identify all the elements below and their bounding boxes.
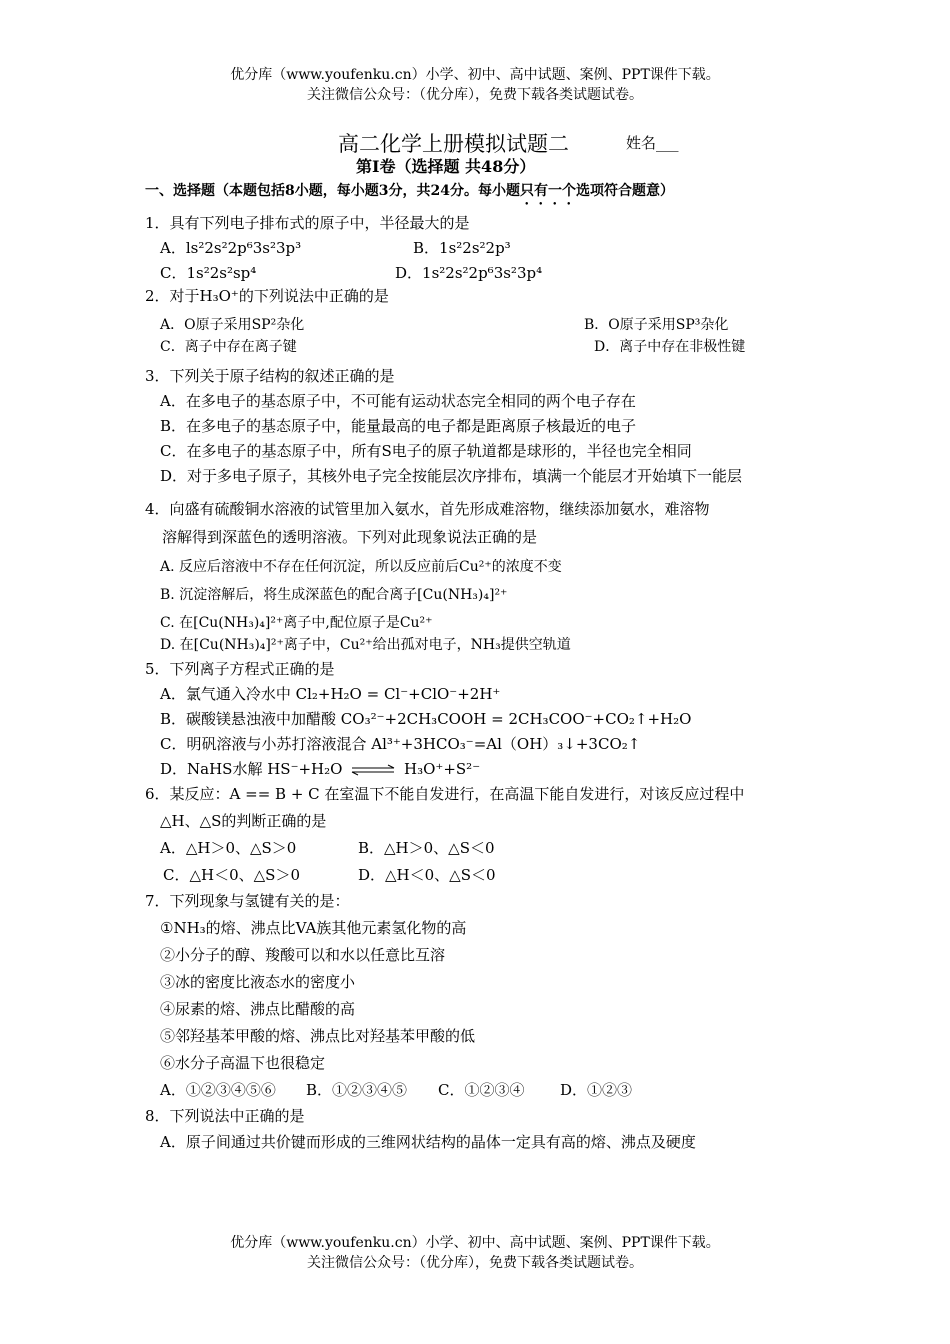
- q6-option-b: B．△H＞0、△S＜0: [358, 839, 495, 857]
- q6-stem-line-2: △H、△S的判断正确的是: [160, 812, 327, 830]
- q3-option-a: A．在多电子的基态原子中，不可能有运动状态完全相同的两个电子存在: [160, 392, 636, 410]
- q6-option-d: D．△H＜0、△S＜0: [358, 866, 496, 884]
- q2-option-a: A．O原子采用SP²杂化: [160, 317, 305, 333]
- q6-option-c: C．△H＜0、△S＞0: [163, 866, 300, 884]
- q4-option-b: B. 沉淀溶解后，将生成深蓝色的配合离子[Cu(NH₃)₄]²⁺: [160, 587, 508, 603]
- q7-item-6: ⑥水分子高温下也很稳定: [160, 1054, 326, 1072]
- q4-option-a: A. 反应后溶液中不存在任何沉淀，所以反应前后Cu²⁺的浓度不变: [160, 559, 562, 575]
- q7-item-5: ⑤邻羟基苯甲酸的熔、沸点比对羟基苯甲酸的低: [160, 1027, 476, 1045]
- q2-option-c: C．离子中存在离子键: [160, 339, 297, 355]
- q5-option-b: B．碳酸镁悬浊液中加醋酸 CO₃²⁻+2CH₃COOH = 2CH₃COO⁻+CO₂↑+H₂O: [160, 710, 692, 728]
- header-line-1: 优分库（www.youfenku.cn）小学、初中、高中试题、案例、PPT课件下载。: [230, 67, 720, 83]
- q3-option-b: B．在多电子的基态原子中，能量最高的电子都是距离原子核最近的电子: [160, 417, 637, 435]
- section-heading-a: 一、选择题（本题包括8小题，每小题3分，共24分。每小题: [145, 183, 520, 199]
- q2-option-b: B．O原子采用SP³杂化: [584, 317, 729, 333]
- q7-item-3: ③冰的密度比液态水的密度小: [160, 973, 356, 991]
- q3-option-d: D．对于多电子原子，其核外电子完全按能层次序排布，填满一个能层才开始填下一能层: [160, 467, 743, 485]
- q1-option-b: B．1s²2s²2p³: [413, 239, 511, 257]
- footer-line-1: 优分库（www.youfenku.cn）小学、初中、高中试题、案例、PPT课件下载。: [230, 1235, 720, 1251]
- q7-option-d: D．①②③: [560, 1081, 633, 1099]
- q3-option-c: C．在多电子的基态原子中，所有S电子的原子轨道都是球形的，半径也完全相同: [160, 442, 692, 460]
- footer-line-2: 关注微信公众号：（优分库），免费下载各类试题试卷。: [307, 1255, 643, 1271]
- q1-stem: 1．具有下列电子排布式的原子中，半径最大的是: [145, 214, 470, 232]
- equilibrium-arrow-icon: [350, 764, 396, 776]
- q7-item-4: ④尿素的熔、沸点比醋酸的高: [160, 1000, 356, 1018]
- section-heading-emphasis: 只有一个: [519, 183, 576, 199]
- q8-option-a: A．原子间通过共价键而形成的三维网状结构的晶体一定具有高的熔、沸点及硬度: [160, 1133, 696, 1151]
- q4-stem-line-2: 溶解得到深蓝色的透明溶液。下列对此现象说法正确的是: [162, 528, 538, 546]
- q5-option-a: A．氯气通入冷水中 Cl₂+H₂O = Cl⁻+ClO⁻+2H⁺: [160, 685, 501, 703]
- q5-option-d-right: H₃O⁺+S²⁻: [404, 760, 481, 778]
- q7-option-b: B．①②③④⑤: [306, 1081, 408, 1099]
- q6-option-a: A．△H＞0、△S＞0: [160, 839, 297, 857]
- q7-option-a: A．①②③④⑤⑥: [160, 1081, 276, 1099]
- q7-item-1: ①NH₃的熔、沸点比VA族其他元素氢化物的高: [160, 919, 467, 937]
- q4-option-d: D. 在[Cu(NH₃)₄]²⁺离子中，Cu²⁺给出孤对电子，NH₃提供空轨道: [160, 637, 571, 653]
- q7-stem: 7．下列现象与氢键有关的是：: [145, 892, 350, 910]
- name-field-label: 姓名___: [626, 134, 679, 152]
- q4-stem-line-1: 4．向盛有硫酸铜水溶液的试管里加入氨水，首先形成难溶物，继续添加氨水，难溶物: [145, 500, 710, 518]
- part-title: 第Ⅰ卷（选择题 共48分）: [356, 157, 536, 176]
- q7-option-c: C．①②③④: [438, 1081, 525, 1099]
- q6-stem-line-1: 6．某反应：A == B + C 在室温下不能自发进行，在高温下能自发进行，对该反应过程中: [145, 785, 745, 803]
- q2-stem: 2．对于H₃O⁺的下列说法中正确的是: [145, 287, 389, 305]
- exam-title: 高二化学上册模拟试题二: [338, 132, 569, 156]
- section-heading-c: 选项符合题意）: [575, 183, 674, 199]
- q1-option-c: C．1s²2s²sp⁴: [160, 264, 257, 282]
- q5-stem: 5．下列离子方程式正确的是: [145, 660, 335, 678]
- q5-option-d-left: D．NaHS水解 HS⁻+H₂O: [160, 760, 343, 778]
- q3-stem: 3．下列关于原子结构的叙述正确的是: [145, 367, 395, 385]
- q8-stem: 8．下列说法中正确的是: [145, 1107, 305, 1125]
- q1-option-a: A．ls²2s²2p⁶3s²3p³: [160, 239, 302, 257]
- q1-option-d: D．1s²2s²2p⁶3s²3p⁴: [395, 264, 543, 282]
- q5-option-d: [160, 758, 480, 779]
- q5-option-c: C．明矾溶液与小苏打溶液混合 Al³⁺+3HCO₃⁻=Al（OH）₃↓+3CO₂↑: [160, 735, 641, 753]
- section-heading: [145, 180, 674, 208]
- q7-item-2: ②小分子的醇、羧酸可以和水以任意比互溶: [160, 946, 446, 964]
- q2-option-d: D．离子中存在非极性键: [594, 339, 746, 355]
- header-line-2: 关注微信公众号：（优分库），免费下载各类试题试卷。: [307, 87, 643, 103]
- q4-option-c: C. 在[Cu(NH₃)₄]²⁺离子中,配位原子是Cu²⁺: [160, 615, 433, 631]
